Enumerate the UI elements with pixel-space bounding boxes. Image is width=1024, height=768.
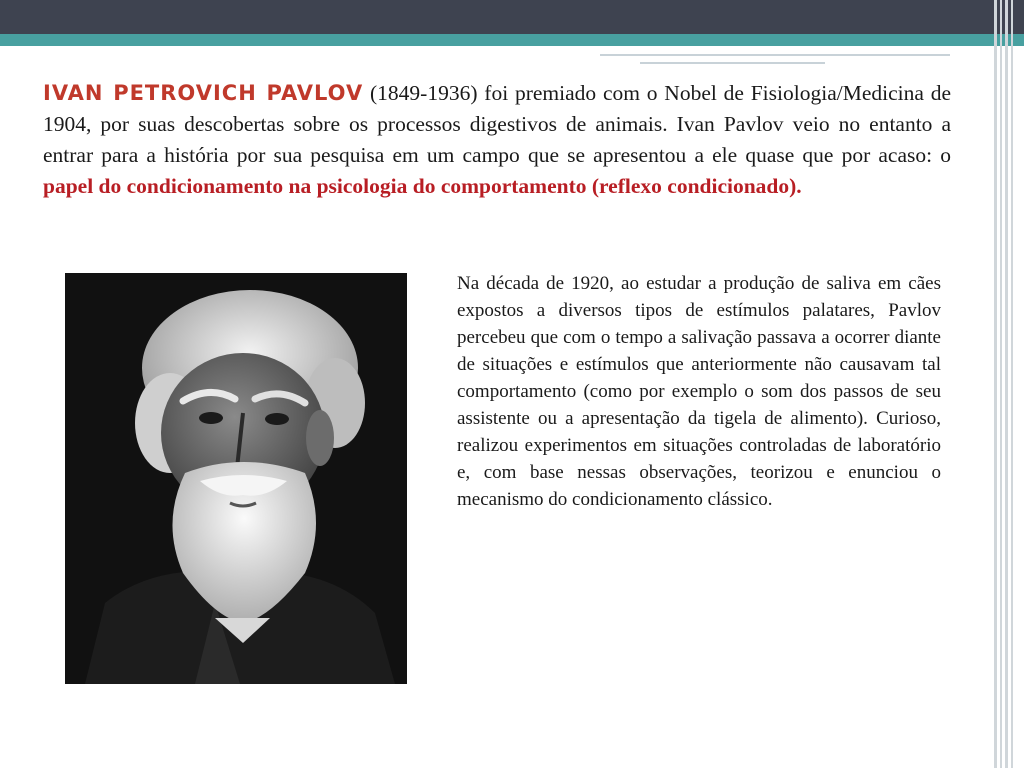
- highlighted-concept: papel do condicionamento na psicologia do comportamento (reflexo condicionado).: [43, 174, 802, 198]
- decorative-line: [600, 54, 950, 56]
- header-accent-stripe: [0, 34, 1024, 46]
- decorative-vertical-bar: [994, 0, 997, 768]
- decorative-vertical-bar: [1005, 0, 1008, 768]
- description-paragraph: Na década de 1920, ao estudar a produção de saliva em cães expostos a diversos tipos de estímulos palatares, Pavlov percebeu que com o tempo a salivação passava a ocorrer diante de situações e estímulos que anteriormente não causavam tal comportamento (como por exemplo o som dos passos de seu assistente ou a apresentação da tigela de alimento). Curioso, realizou experimentos em situações controladas de laboratório e, com base nessas observações, teorizou e enunciou o mecanismo do condicionamento clássico.: [457, 273, 941, 510]
- intro-body-text: (1849-1936) foi premiado com o Nobel de Fisiologia/Medicina de 1904, por suas descobertas sobre os processos digestivos de animais. Ivan Pavlov veio no entanto a entrar para a história por sua pesquisa em um campo que se apresentou a ele quase que por acaso: o: [43, 81, 951, 167]
- scientist-name: IVAN PETROVICH PAVLOV: [43, 81, 364, 105]
- portrait-photo: [65, 273, 407, 684]
- decorative-vertical-bar: [1011, 0, 1013, 768]
- header-bar: [0, 0, 1024, 34]
- decorative-line: [640, 62, 825, 64]
- decorative-vertical-bar: [1000, 0, 1002, 768]
- intro-paragraph: [43, 78, 951, 202]
